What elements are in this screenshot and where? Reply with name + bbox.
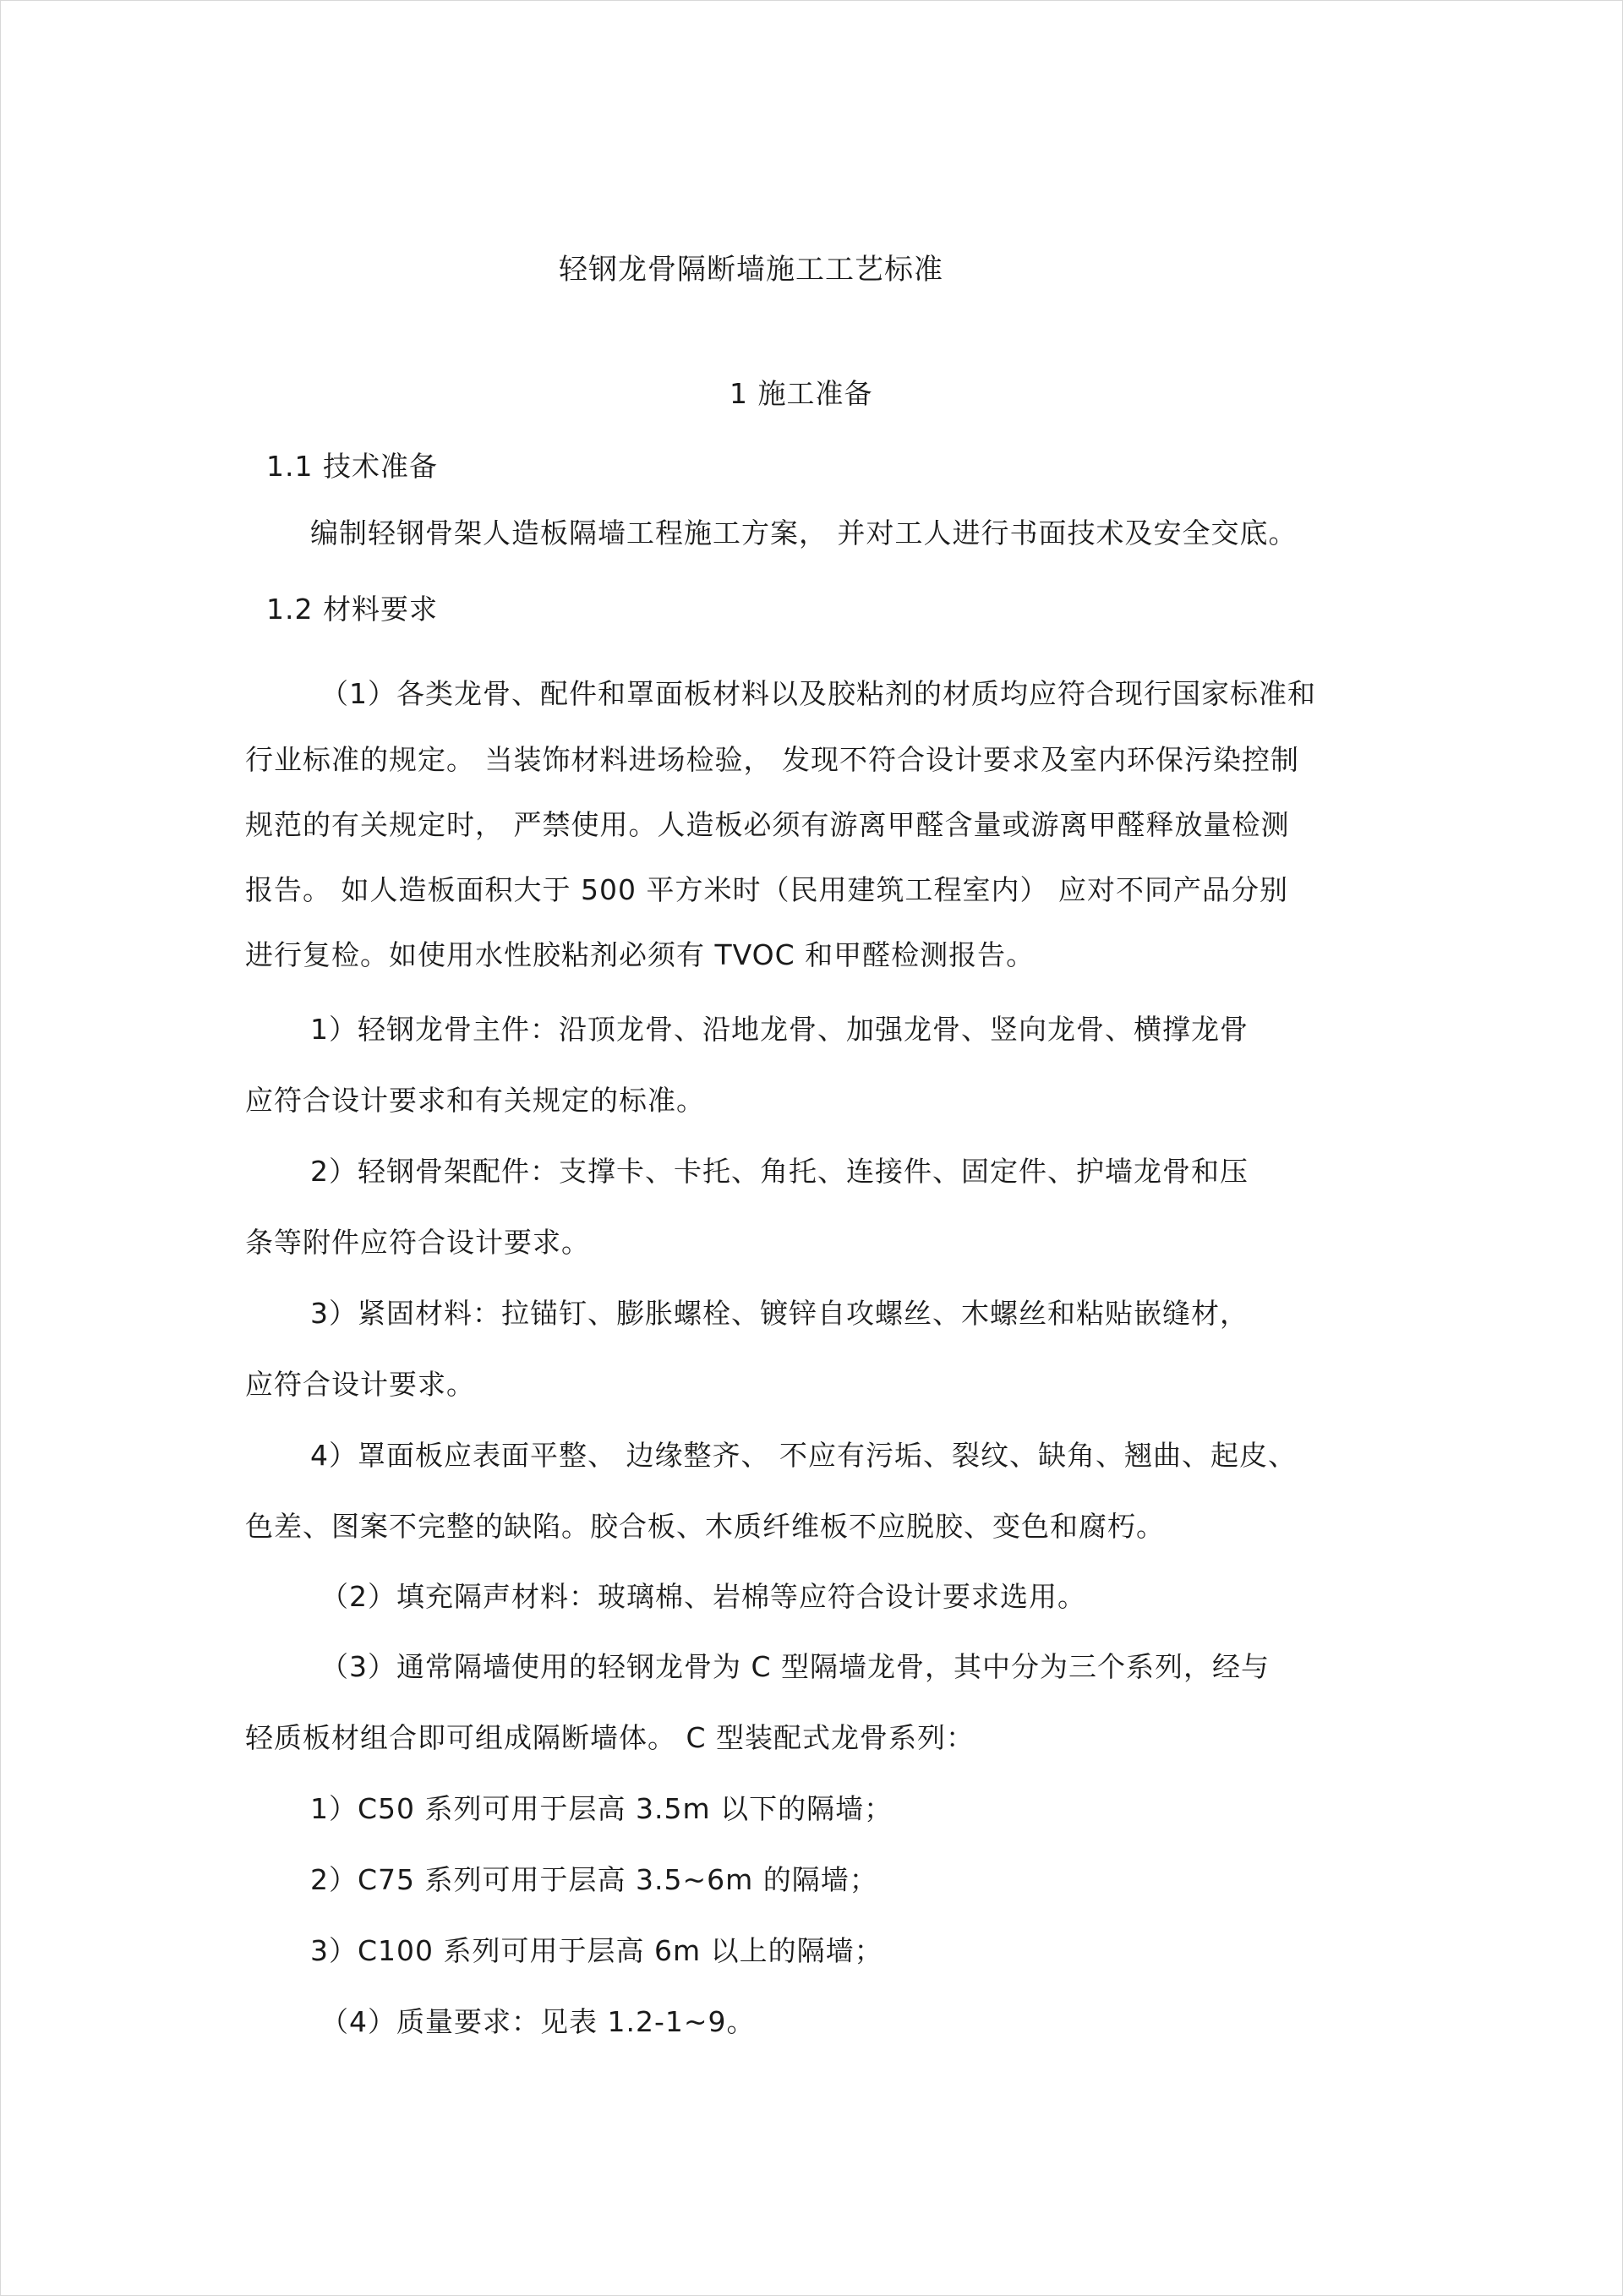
paragraph-line: （2）填充隔声材料：玻璃棉、岩棉等应符合设计要求选用。 [320,1580,1086,1613]
list-item: 3）紧固材料：拉锚钉、膨胀螺栓、镀锌自攻螺丝、木螺丝和粘贴嵌缝材， [310,1297,1249,1330]
list-item: 2）轻钢骨架配件：支撑卡、卡托、角托、连接件、固定件、护墙龙骨和压 [310,1155,1249,1188]
subsection-heading-1-2: 1.2 材料要求 [266,593,438,626]
document-title: 轻钢龙骨隔断墙施工工艺标准 [559,253,943,287]
list-item: 1）轻钢龙骨主件：沿顶龙骨、沿地龙骨、加强龙骨、竖向龙骨、横撑龙骨 [310,1013,1249,1046]
paragraph-line: （1）各类龙骨、配件和罩面板材料以及胶粘剂的材质均应符合现行国家标准和 [320,677,1316,710]
paragraph-line: 轻质板材组合即可组成隔断墙体。 C 型装配式龙骨系列： [245,1721,975,1754]
list-item-continuation: 条等附件应符合设计要求。 [245,1226,590,1259]
series-item: 1）C50 系列可用于层高 3.5m 以下的隔墙； [310,1792,893,1825]
series-item: 3）C100 系列可用于层高 6m 以上的隔墙； [310,1934,883,1967]
paragraph-line: （3）通常隔墙使用的轻钢龙骨为 C 型隔墙龙骨，其中分为三个系列，经与 [320,1650,1271,1683]
list-item-continuation: 色差、图案不完整的缺陷。胶合板、木质纤维板不应脱胶、变色和腐朽。 [245,1510,1165,1543]
section-heading: 1 施工准备 [730,377,873,410]
paragraph-line: 规范的有关规定时， 严禁使用。人造板必须有游离甲醛含量或游离甲醛释放量检测 [245,808,1290,841]
subsection-heading-1-1: 1.1 技术准备 [266,450,438,483]
paragraph-line: 报告。 如人造板面积大于 500 平方米时（民用建筑工程室内） 应对不同产品分别 [245,873,1288,906]
paragraph-line: 进行复检。如使用水性胶粘剂必须有 TVOC 和甲醛检测报告。 [245,938,1036,971]
paragraph-line: 编制轻钢骨架人造板隔墙工程施工方案， 并对工人进行书面技术及安全交底。 [310,517,1298,549]
paragraph-line: 行业标准的规定。 当装饰材料进场检验， 发现不符合设计要求及室内环保污染控制 [245,743,1299,776]
series-item: 2）C75 系列可用于层高 3.5~6m 的隔墙； [310,1863,878,1896]
paragraph-line: （4）质量要求：见表 1.2-1~9。 [320,2005,756,2038]
list-item: 4）罩面板应表面平整、 边缘整齐、 不应有污垢、裂纹、缺角、翘曲、起皮、 [310,1439,1297,1472]
list-item-continuation: 应符合设计要求。 [245,1368,475,1401]
list-item-continuation: 应符合设计要求和有关规定的标准。 [245,1084,705,1117]
